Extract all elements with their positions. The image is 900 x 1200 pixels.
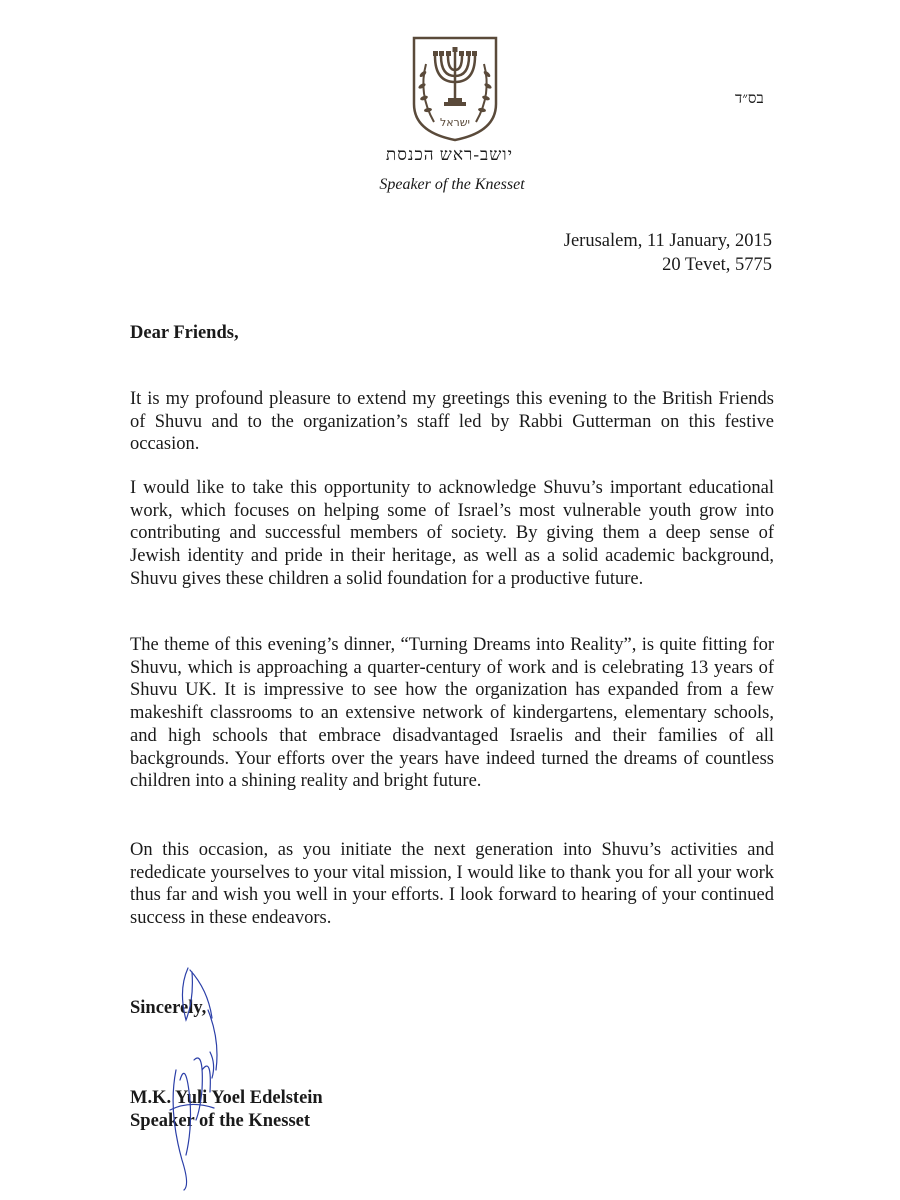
body-paragraph-2 xyxy=(130,477,774,591)
paragraph-text: The theme of this evening’s dinner, “Turning Dreams into Reality”, is quite fitting for Shuvu, which is approaching a quarter-century of work and is celebrating 13 years of Shuvu UK. It is impressive to see how the organization has expanded from a few makeshift classrooms to an extensive network of kindergartens, elementary schools, and high schools that embrace disadvantaged Israelis and their families of all backgrounds. Your efforts over the years have indeed turned the dreams of countless children into a shining reality and bright future. xyxy=(130,635,774,792)
paragraph-text: On this occasion, as you initiate the next generation into Shuvu’s activities and rededicate yourselves to your vital mission, I would like to thank you for all your work thus far and wish you well in your efforts. I look forward to hearing of your continued success in these endeavors. xyxy=(130,840,774,929)
date-hebrew: 20 Tevet, 5775 xyxy=(662,255,772,275)
paragraph-text: I would like to take this opportunity to acknowledge Shuvu’s important educational work, which focuses on helping some of Israel’s most vulnerable youth grow into contributing and successful members of society. By giving them a deep sense of Jewish identity and pride in their heritage, as well as a solid academic background, Shuvu gives these children a solid foundation for a productive future. xyxy=(130,478,774,589)
body-paragraph-1 xyxy=(130,388,774,456)
english-title: Speaker of the Knesset xyxy=(379,176,525,193)
menorah-emblem xyxy=(408,34,502,144)
signatory-name: M.K. Yuli Yoel Edelstein xyxy=(130,1088,323,1108)
salutation: Dear Friends, xyxy=(130,323,239,343)
body-paragraph-3 xyxy=(130,634,774,793)
closing: Sincerely, xyxy=(130,998,207,1018)
handwritten-signature xyxy=(150,960,260,1195)
paragraph-text: It is my profound pleasure to extend my greetings this evening to the British Friends of Shuvu and to the organization’s staff led by Rabbi Gutterman on this festive occasion. xyxy=(130,389,774,455)
signatory-title: Speaker of the Knesset xyxy=(130,1111,311,1131)
emblem-text: ישראל xyxy=(439,116,471,129)
bsd-mark: בס״ד xyxy=(735,91,764,107)
date-gregorian: Jerusalem, 11 January, 2015 xyxy=(563,231,772,251)
letter-date xyxy=(564,229,772,277)
hebrew-title: יושב-ראש הכנסת xyxy=(385,145,514,164)
body-paragraph-4 xyxy=(130,839,774,930)
